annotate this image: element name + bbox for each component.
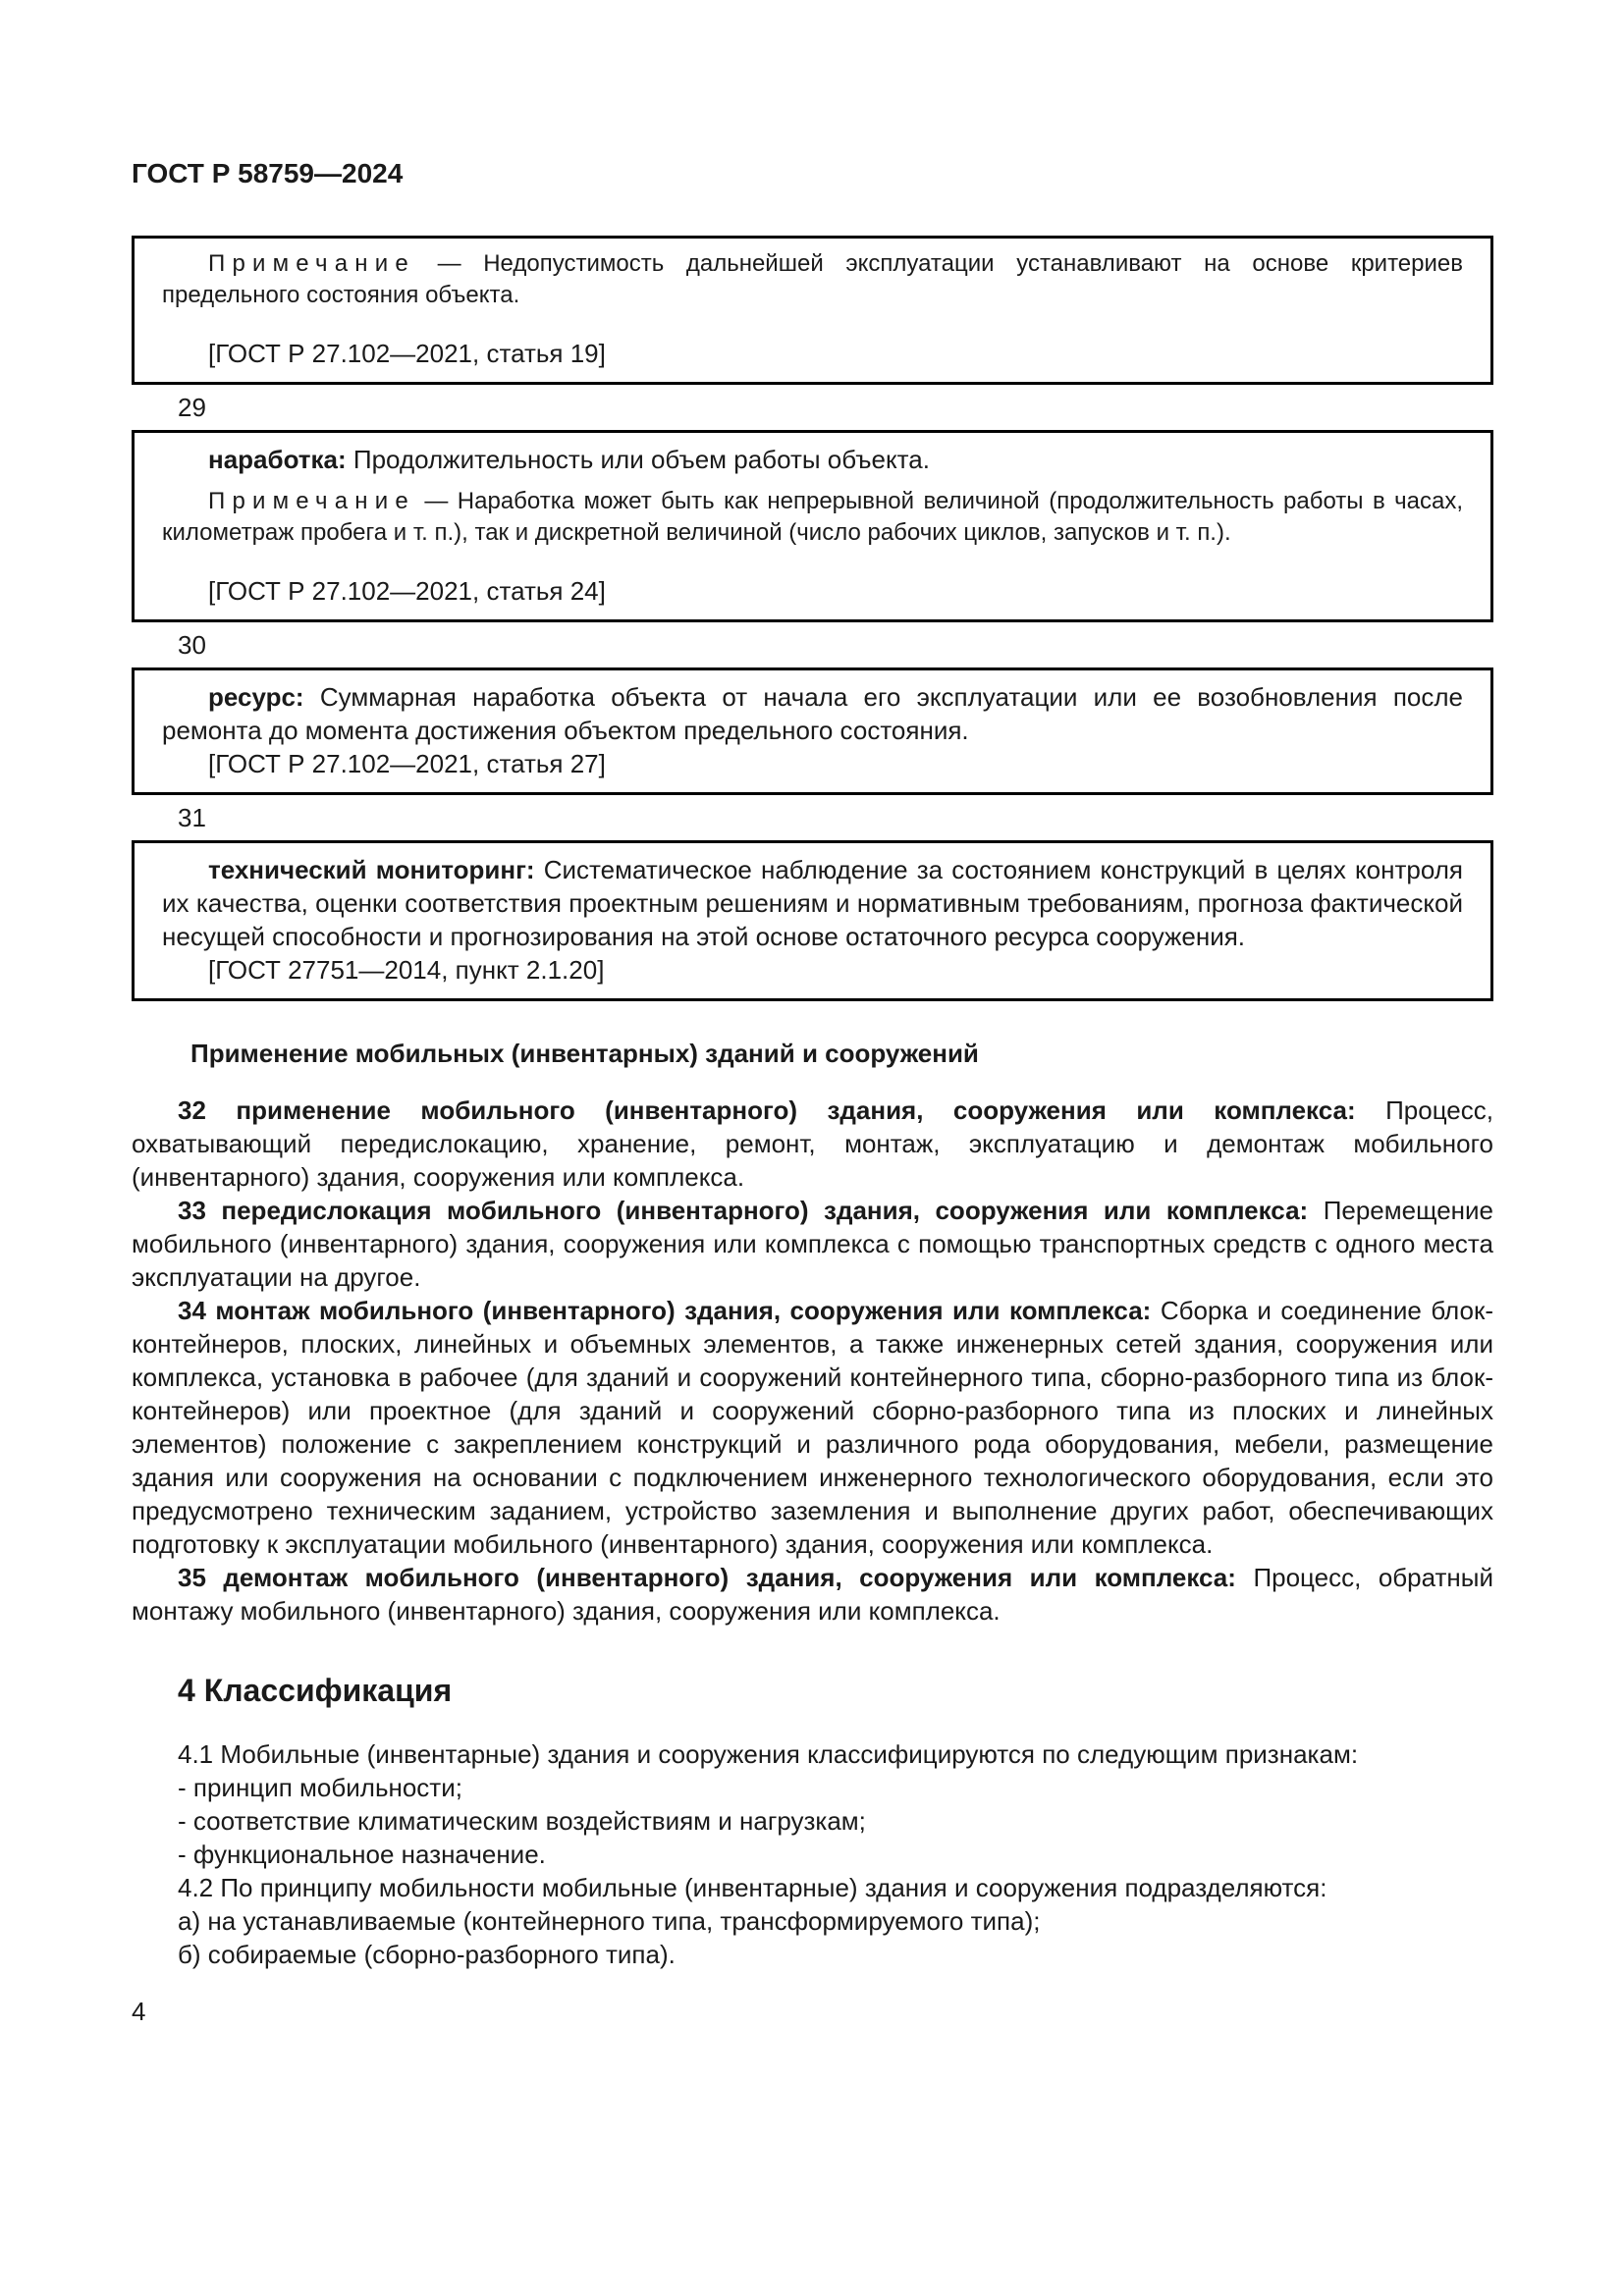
definition-box-note-28	[132, 236, 1493, 385]
source-reference: [ГОСТ Р 27.102—2021, статья 19]	[208, 339, 606, 368]
term-definition: Процесс, охватывающий передислокацию, хранение, ремонт, монтаж, эксплуатацию и демонтаж мобильного (инвентарного) здания, сооружения или комплекса.	[132, 1095, 1493, 1192]
term-definition: Систематическое наблюдение за состоянием конструкций в целях контроля их качества, оценки соответствия проектным решениям и нормативным требованиям, прогноза фактической несущей способности и прогнозирования на этой основе остаточного ресурса сооружения.	[162, 855, 1463, 951]
note-text: — Недопустимость дальнейшей эксплуатации устанавливают на основе критериев предельного состояния объекта.	[162, 250, 1464, 308]
term-definition: Суммарная наработка объекта от начала его эксплуатации или ее возобновления после ремонта до момента достижения объектом предельного состояния.	[162, 682, 1463, 745]
term-paragraph	[162, 443, 1463, 476]
term-paragraph	[162, 853, 1463, 953]
term-number-30: 30	[178, 630, 206, 660]
list-item-function: - функциональное назначение.	[178, 1840, 546, 1869]
term-name: 35 демонтаж мобильного (инвентарного) здания, сооружения или комплекса:	[178, 1563, 1236, 1592]
list-item-climate: - соответствие климатическим воздействиям и нагрузкам;	[178, 1806, 866, 1836]
term-name: 34 монтаж мобильного (инвентарного) здания, сооружения или комплекса:	[178, 1296, 1152, 1325]
term-name: технический мониторинг:	[208, 855, 535, 884]
definition-box-resurs	[132, 667, 1493, 795]
paragraph-4-2: 4.2 По принципу мобильности мобильные (инвентарные) здания и сооружения подразделяются:	[178, 1873, 1327, 1902]
list-item-installed: а) на устанавливаемые (контейнерного типа, трансформируемого типа);	[178, 1906, 1041, 1936]
term-name: 33 передислокация мобильного (инвентарного) здания, сооружения или комплекса:	[178, 1196, 1309, 1225]
list-item-mobility: - принцип мобильности;	[178, 1773, 462, 1802]
note-paragraph	[162, 486, 1463, 549]
page-number: 4	[132, 1997, 146, 2026]
term-paragraph-34	[132, 1294, 1493, 1561]
term-name: наработка:	[208, 445, 347, 474]
note-paragraph	[162, 248, 1463, 311]
term-paragraph-33	[132, 1194, 1493, 1294]
term-definition: Перемещение мобильного (инвентарного) здания, сооружения или комплекса с помощью транспортных средств с одного места эксплуатации на другое.	[132, 1196, 1493, 1292]
term-paragraph-35	[132, 1561, 1493, 1628]
section-heading-classification: 4 Классификация	[178, 1673, 453, 1708]
term-name: 32 применение мобильного (инвентарного) здания, сооружения или комплекса:	[178, 1095, 1356, 1125]
term-paragraph-32	[132, 1094, 1493, 1194]
term-definition: Процесс, обратный монтажу мобильного (инвентарного) здания, сооружения или комплекса.	[132, 1563, 1493, 1626]
term-definition: Продолжительность или объем работы объекта.	[352, 445, 930, 474]
source-reference: [ГОСТ Р 27.102—2021, статья 27]	[208, 749, 606, 778]
note-label: Примечание	[208, 488, 415, 514]
term-number-29: 29	[178, 393, 206, 422]
note-label: Примечание	[208, 250, 415, 277]
list-item-assembled: б) собираемые (сборно-разборного типа).	[178, 1940, 676, 1969]
definition-box-monitoring	[132, 840, 1493, 1001]
note-text: — Наработка может быть как непрерывной величиной (продолжительность работы в часах, километраж пробега и т. п.), так и дискретной величиной (число рабочих циклов, запусков и т. п.).	[162, 488, 1463, 546]
subsection-heading-application: Применение мобильных (инвентарных) зданий и сооружений	[190, 1039, 979, 1068]
term-definition: Сборка и соединение блок-контейнеров, плоских, линейных и объемных элементов, а также инженерных сетей здания, сооружения или комплекса, установка в рабочее (для зданий и сооружений контейнерного типа, сборно-разборного типа из блок-контейнеров) или проектное (для зданий и сооружений сборно-разборного типа из плоских и линейных элементов) положение с закреплением конструкций и различного рода оборудования, мебели, размещение здания или сооружения на основании с подключением инженерного технологического оборудования, если это предусмотрено техническим заданием, устройство заземления и выполнение других работ, обеспечивающих подготовку к эксплуатации мобильного (инвентарного) здания, сооружения или комплекса.	[132, 1296, 1493, 1559]
term-name: ресурс:	[208, 682, 304, 712]
source-reference: [ГОСТ Р 27.102—2021, статья 24]	[208, 576, 606, 606]
source-reference: [ГОСТ 27751—2014, пункт 2.1.20]	[208, 955, 605, 985]
term-number-31: 31	[178, 803, 206, 832]
term-paragraph	[162, 680, 1463, 747]
paragraph-4-1: 4.1 Мобильные (инвентарные) здания и сооружения классифицируются по следующим признакам:	[178, 1739, 1359, 1769]
document-title: ГОСТ Р 58759—2024	[132, 158, 404, 188]
definition-box-narabotka	[132, 430, 1493, 622]
